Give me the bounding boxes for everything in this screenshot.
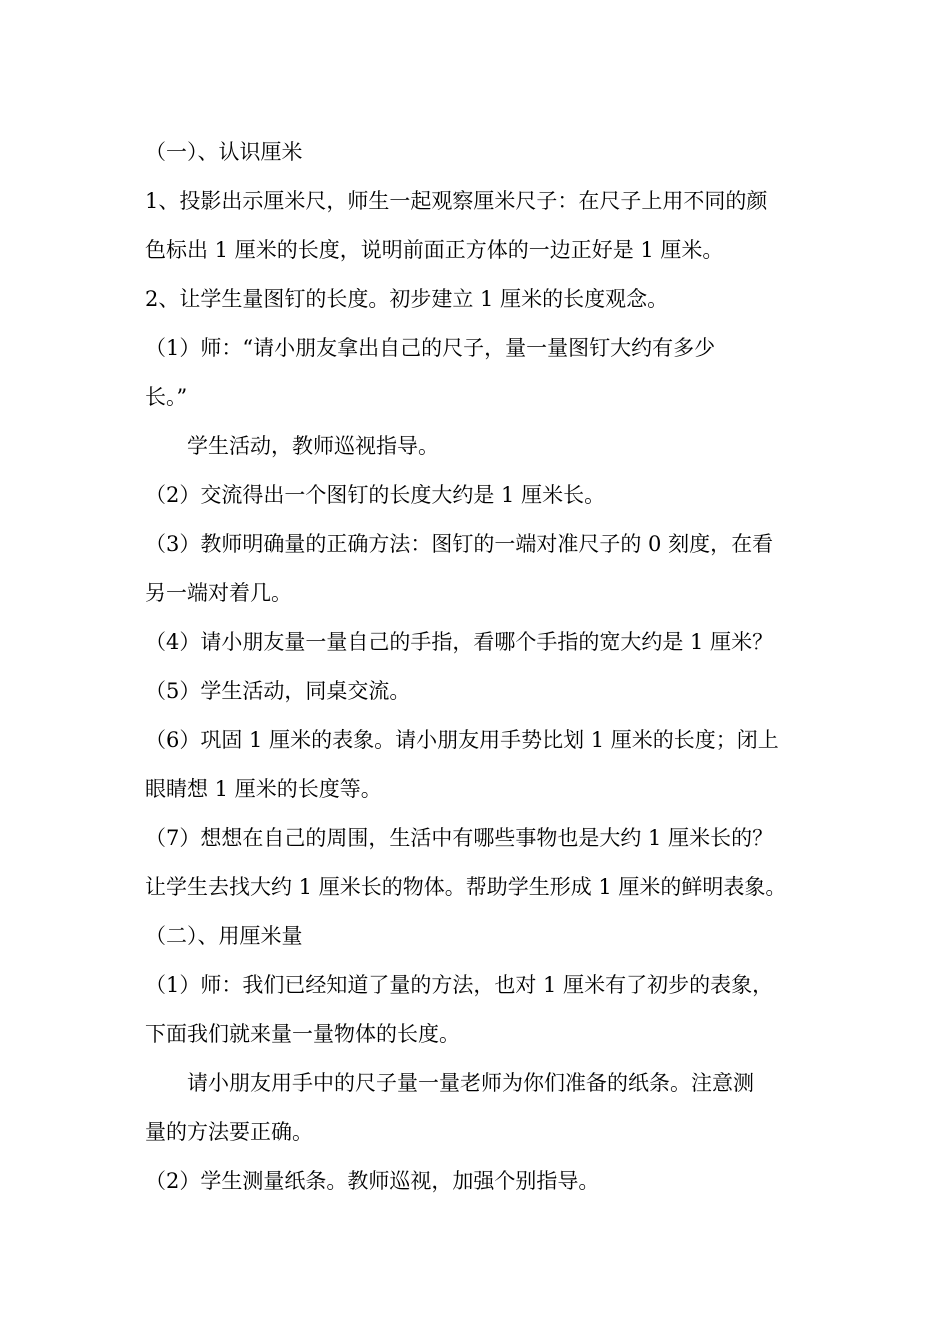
section-heading-1: （一）、认识厘米: [145, 140, 303, 164]
paragraph-line: 眼睛想 1 厘米的长度等。: [145, 777, 382, 801]
paragraph-line: （6）巩固 1 厘米的表象。请小朋友用手势比划 1 厘米的长度；闭上: [145, 728, 779, 752]
paragraph-line: （3）教师明确量的正确方法：图钉的一端对准尺子的 0 刻度，在看: [145, 532, 774, 556]
paragraph-line: 色标出 1 厘米的长度，说明前面正方体的一边正好是 1 厘米。: [145, 238, 724, 262]
paragraph-line: （1）师：“请小朋友拿出自己的尺子，量一量图钉大约有多少: [145, 336, 716, 360]
paragraph-line: 请小朋友用手中的尺子量一量老师为你们准备的纸条。注意测: [187, 1071, 754, 1095]
paragraph-line: （4）请小朋友量一量自己的手指，看哪个手指的宽大约是 1 厘米？: [145, 630, 774, 654]
paragraph-line: 1、投影出示厘米尺，师生一起观察厘米尺子：在尺子上用不同的颜: [145, 189, 768, 213]
paragraph-line: 2、让学生量图钉的长度。初步建立 1 厘米的长度观念。: [145, 287, 669, 311]
paragraph-line: 让学生去找大约 1 厘米长的物体。帮助学生形成 1 厘米的鲜明表象。: [145, 875, 787, 899]
paragraph-line: 下面我们就来量一量物体的长度。: [145, 1022, 460, 1046]
document-body: [145, 133, 810, 1200]
paragraph-line: 量的方法要正确。: [145, 1120, 313, 1144]
paragraph-line: 学生活动，教师巡视指导。: [187, 434, 439, 458]
paragraph-line: （2）学生测量纸条。教师巡视，加强个别指导。: [145, 1169, 600, 1193]
paragraph-line: （1）师：我们已经知道了量的方法，也对 1 厘米有了初步的表象，: [145, 973, 774, 997]
paragraph-line: （7）想想在自己的周围，生活中有哪些事物也是大约 1 厘米长的？: [145, 826, 774, 850]
paragraph-line: （5）学生活动，同桌交流。: [145, 679, 411, 703]
paragraph-line: 另一端对着几。: [145, 581, 292, 605]
section-heading-2: （二）、用厘米量: [145, 924, 303, 948]
paragraph-line: （2）交流得出一个图钉的长度大约是 1 厘米长。: [145, 483, 606, 507]
paragraph-line: 长。”: [145, 385, 188, 409]
